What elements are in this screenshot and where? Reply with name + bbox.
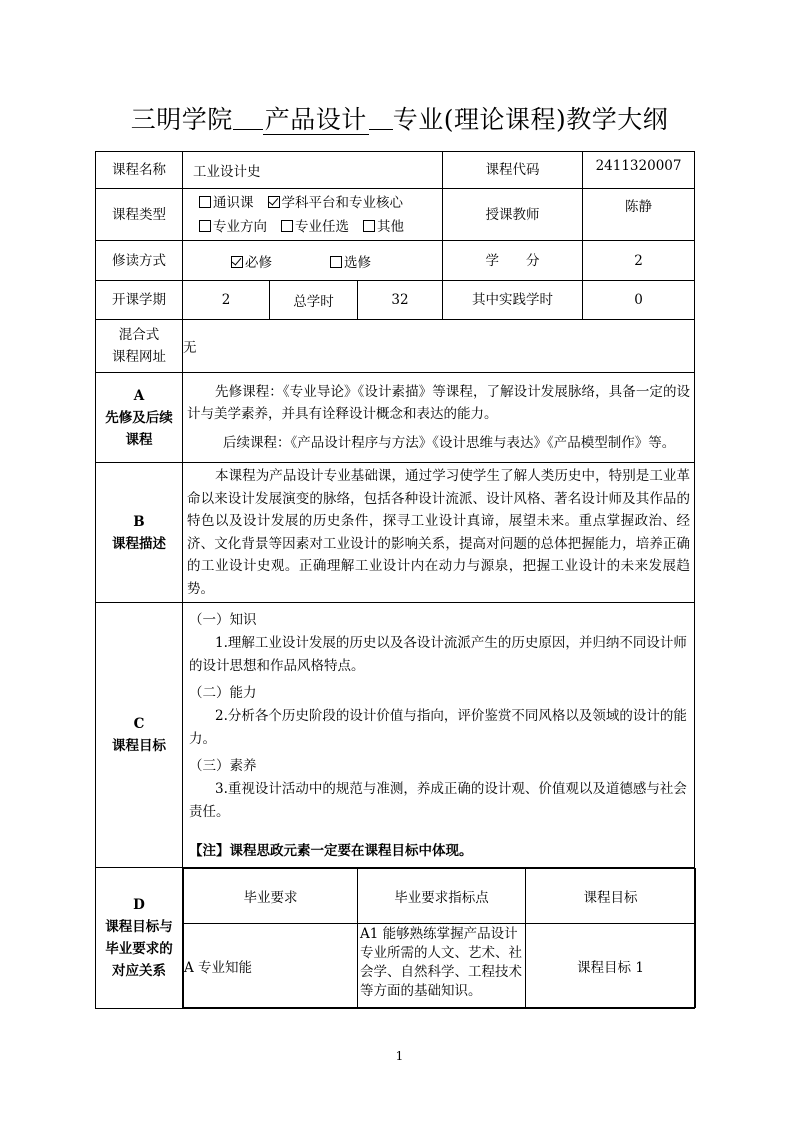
section-a-label: A 先修及后续 课程 xyxy=(96,373,183,463)
section-b-label: B 课程描述 xyxy=(96,463,183,603)
course-name-value: 工业设计史 xyxy=(183,152,443,189)
checkbox-icon xyxy=(330,256,342,268)
mapping-requirement: A 专业知能 xyxy=(184,924,358,1008)
ideology-note: 【注】课程思政元素一定要在课程目标中体现。 xyxy=(189,843,473,859)
mapping-row xyxy=(184,924,696,1008)
ability-item: 2.分析各个历史阶段的设计价值与指向，评价鉴赏不同风格以及领域的设计的能力。 xyxy=(189,708,687,747)
mixed-course-value: 无 xyxy=(183,320,695,373)
checkbox-checked-icon xyxy=(231,256,243,268)
row-study-mode xyxy=(96,241,695,281)
total-hours-label: 总学时 xyxy=(270,281,358,320)
course-type-option[interactable]: 学科平台和专业核心 xyxy=(268,195,404,211)
title-suffix: 专业(理论课程)教学大纲 xyxy=(392,105,669,134)
quality-heading: （三）素养 xyxy=(189,758,257,774)
row-semester xyxy=(96,281,695,320)
study-mode-option[interactable]: 选修 xyxy=(330,255,371,271)
practice-hours-value: 0 xyxy=(583,281,695,320)
title-underline-right xyxy=(369,107,393,130)
teacher-value: 陈静 xyxy=(583,189,695,241)
course-type-option[interactable]: 专业方向 xyxy=(199,219,267,235)
title-subject: 产品设计 xyxy=(264,105,367,134)
page-number: 1 xyxy=(395,1049,404,1063)
prereq-text: 先修课程：《专业导论》《设计素描》等课程，了解设计发展脉络，具备一定的设计与美学素养，并具有诠释设计概念和表达的能力。 xyxy=(187,383,691,423)
mapping-indicator: A1 能够熟练掌握产品设计专业所需的人文、艺术、社会学、自然科学、工程技术等方面的基础知识。 xyxy=(358,924,526,1008)
practice-hours-label: 其中实践学时 xyxy=(443,281,583,320)
title-underline-left xyxy=(233,107,263,130)
course-code-value: 2411320007 xyxy=(583,152,695,189)
title-prefix: 三明学院 xyxy=(130,105,233,134)
study-mode-option[interactable]: 必修 xyxy=(231,255,272,271)
knowledge-item: 1.理解工业设计发展的历史以及各设计流派产生的历史原因，并归纳不同设计师的设计思想和作品风格特点。 xyxy=(189,635,687,674)
mapping-table xyxy=(183,868,696,1008)
study-mode-options xyxy=(183,241,443,281)
checkbox-icon xyxy=(363,220,375,232)
teacher-label: 授课教师 xyxy=(443,189,583,241)
row-section-d xyxy=(96,868,695,1009)
section-c-content xyxy=(183,603,695,868)
mapping-header-row xyxy=(184,869,696,924)
course-description-text: 本课程为产品设计专业基础课，通过学习使学生了解人类历史中，特别是工业革命以来设计发展演变的脉络，包括各种设计流派、设计风格、著名设计师及其作品的特色以及设计发展的历史条件，探寻工业设计真谛，展望未来。重点掌握政治、经济、文化背景等因素对工业设计的影响关系，提高对问题的总体把握能力，培养正确的工业设计史观。正确理解工业设计内在动力与源泉，把握工业设计的未来发展趋势。 xyxy=(187,468,691,597)
knowledge-heading: （一）知识 xyxy=(189,612,257,628)
quality-item: 3.重视设计活动中的规范与准测，养成正确的设计观、价值观以及道德感与社会责任。 xyxy=(189,781,687,820)
page-title xyxy=(0,100,799,136)
total-hours-value: 32 xyxy=(358,281,443,320)
section-a-content xyxy=(183,373,695,463)
mapping-header: 毕业要求 xyxy=(184,869,358,924)
course-type-option[interactable]: 其他 xyxy=(363,219,404,235)
row-section-b xyxy=(96,463,695,603)
mapping-header: 毕业要求指标点 xyxy=(358,869,526,924)
row-section-a xyxy=(96,373,695,463)
credits-label: 学 分 xyxy=(443,241,583,281)
checkbox-icon xyxy=(281,220,293,232)
course-type-label: 课程类型 xyxy=(96,189,183,241)
row-course-name xyxy=(96,152,695,189)
row-mixed-course xyxy=(96,320,695,373)
study-mode-label: 修读方式 xyxy=(96,241,183,281)
mapping-header: 课程目标 xyxy=(526,869,696,924)
section-b-content xyxy=(183,463,695,603)
credits-value: 2 xyxy=(583,241,695,281)
course-type-options xyxy=(183,189,443,241)
checkbox-icon xyxy=(199,220,211,232)
semester-value: 2 xyxy=(183,281,270,320)
section-c-label: C 课程目标 xyxy=(96,603,183,868)
ability-heading: （二）能力 xyxy=(189,685,257,701)
course-type-option[interactable]: 专业任选 xyxy=(281,219,349,235)
checkbox-checked-icon xyxy=(268,196,280,208)
course-code-label: 课程代码 xyxy=(443,152,583,189)
row-course-type xyxy=(96,189,695,241)
mapping-table-cell xyxy=(183,868,695,1009)
syllabus-table xyxy=(95,151,695,1009)
course-name-label: 课程名称 xyxy=(96,152,183,189)
semester-label: 开课学期 xyxy=(96,281,183,320)
mixed-course-label: 混合式 课程网址 xyxy=(96,320,183,373)
checkbox-icon xyxy=(199,196,211,208)
section-d-label: D 课程目标与 毕业要求的 对应关系 xyxy=(96,868,183,1009)
row-section-c xyxy=(96,603,695,868)
course-type-option[interactable]: 通识课 xyxy=(199,195,254,211)
followup-text: 后续课程：《产品设计程序与方法》《设计思维与表达》《产品模型制作》等。 xyxy=(223,434,676,451)
mapping-goal: 课程目标 1 xyxy=(526,924,696,1008)
